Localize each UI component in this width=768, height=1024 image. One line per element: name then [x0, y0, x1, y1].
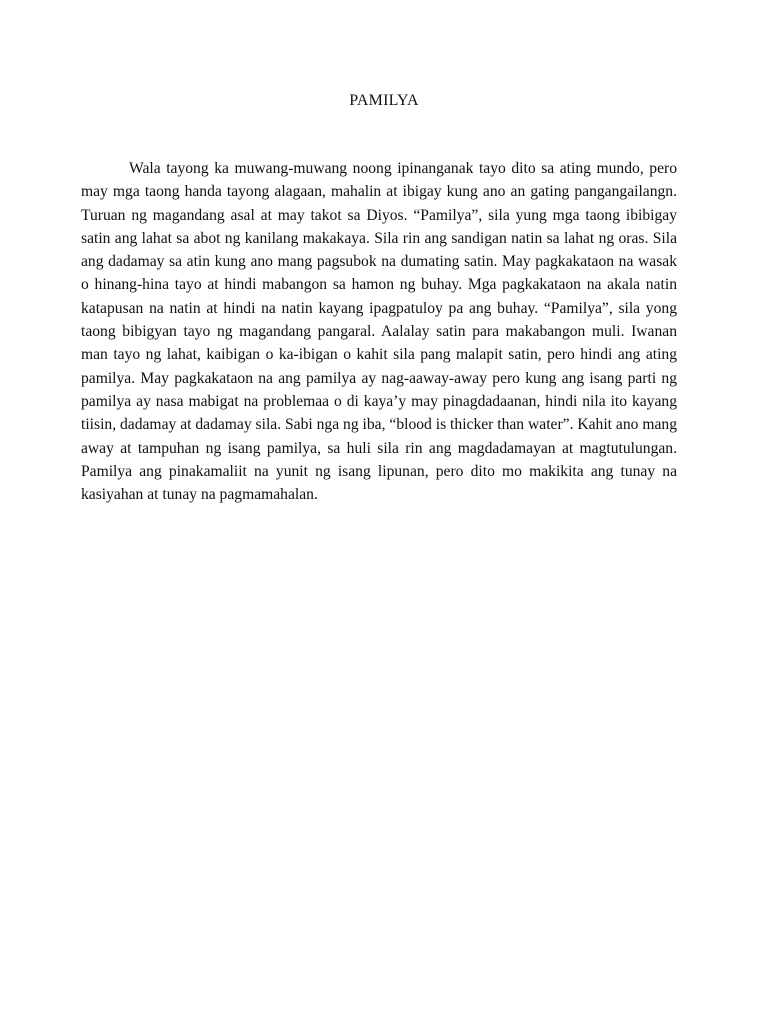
body-paragraph: Wala tayong ka muwang-muwang noong ipinanganak tayo dito sa ating mundo, pero may mga taong handa tayong alagaan, mahalin at ibigay kung ano an gating pangangailangn. Turuan ng magandang asal at may takot sa Diyos. “Pamilya”, sila yung mga taong ibibigay satin ang lahat sa abot ng kanilang makakaya. Sila rin ang sandigan natin sa lahat ng oras. Sila ang dadamay sa atin kung ano mang pagsubok na dumating satin. May pagkakataon na wasak o hinang-hina tayo at hindi mabangon sa hamon ng buhay. Mga pagkakataon na akala natin katapusan na natin at hindi na natin kayang ipagpatuloy pa ang buhay. “Pamilya”, sila yong taong bibigyan tayo ng magandang pangaral. Aalalay satin para makabangon muli. Iwanan man tayo ng lahat, kaibigan o ka-ibigan o kahit sila pang malapit satin, pero hindi ang ating pamilya. May pagkakataon na ang pamilya ay nag-aaway-away pero kung ang isang parti ng pamilya ay nasa mabigat na problemaa o di kaya’y may pinagdadaanan, hindi nila ito kayang tiisin, dadamay at dadamay sila. Sabi nga ng iba, “blood is thicker than water”. Kahit ano mang away at tampuhan ng isang pamilya, sa huli sila rin ang magdadamayan at magtutulungan. Pamilya ang pinakamaliit na yunit ng isang lipunan, pero dito mo makikita ang tunay na kasiyahan at tunay na pagmamahalan. [81, 160, 677, 504]
document-title: PAMILYA [349, 92, 419, 109]
